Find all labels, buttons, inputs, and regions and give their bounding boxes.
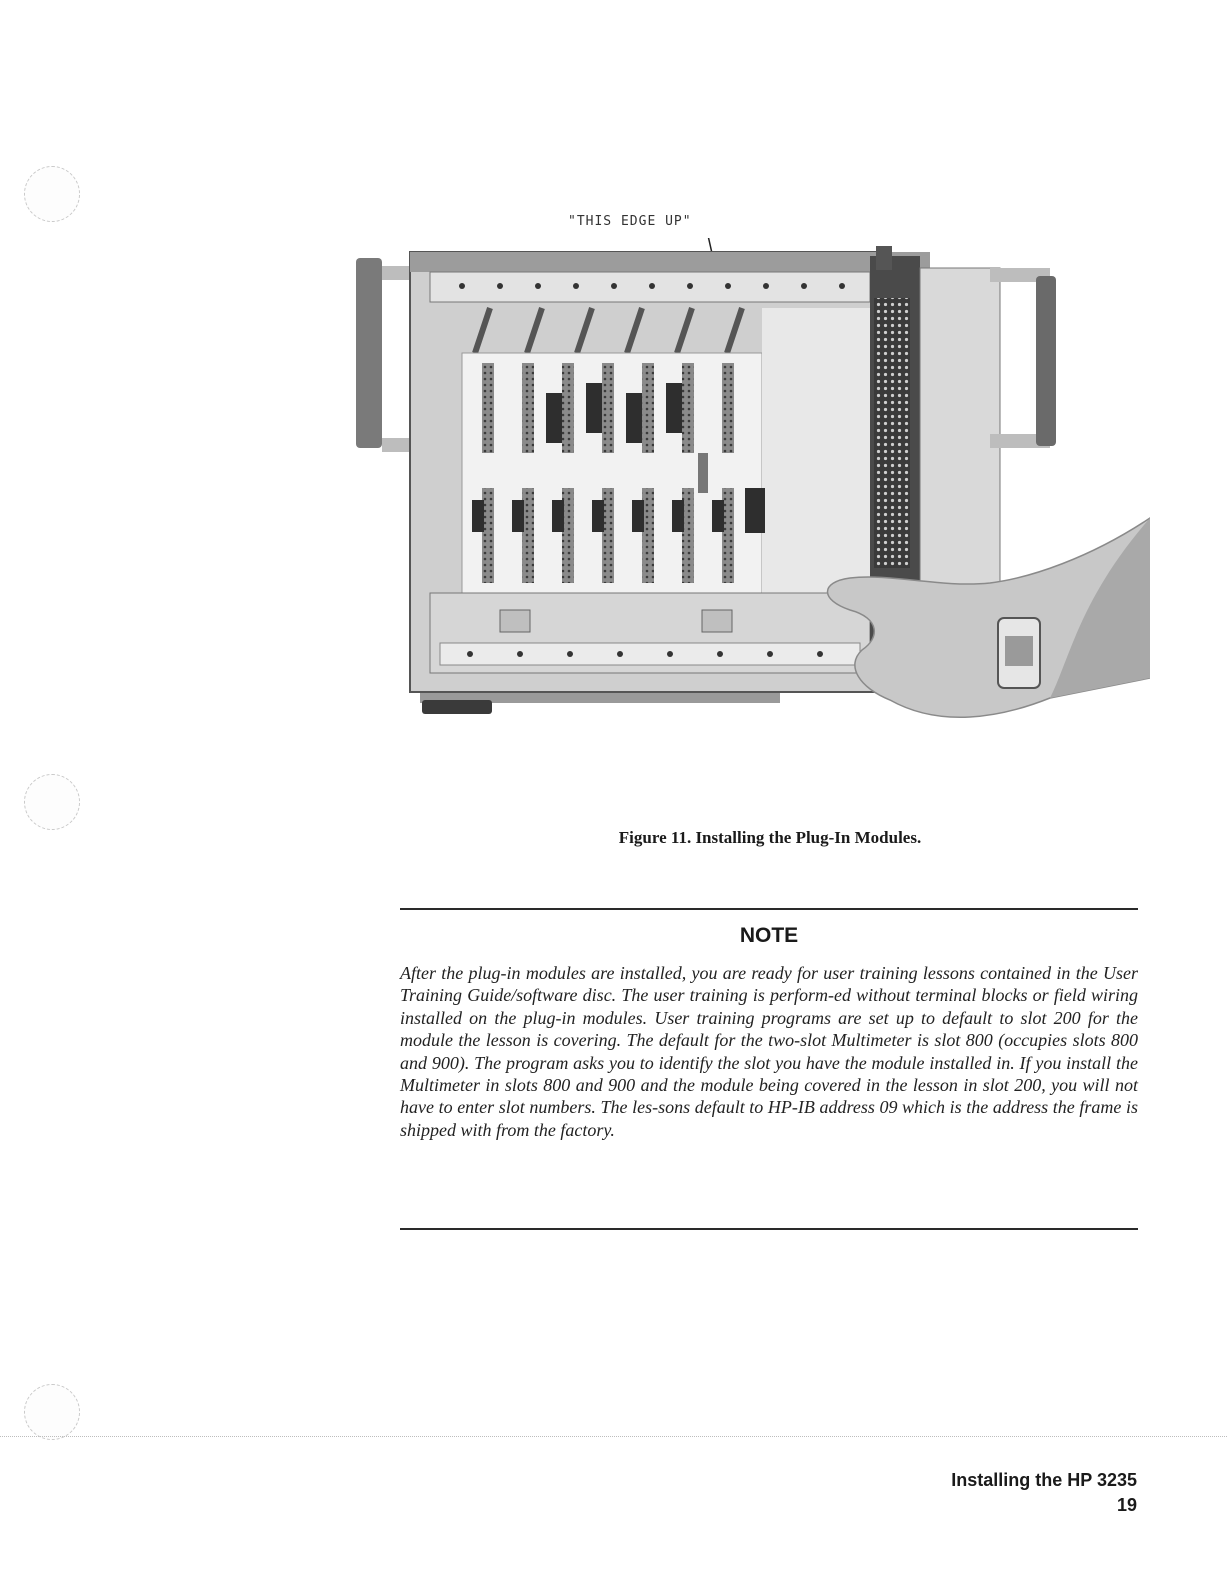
footer-section-title: Installing the HP 3235 (951, 1470, 1137, 1490)
figure-callout-label: "THIS EDGE UP" (568, 214, 692, 229)
frame-foot (422, 700, 492, 714)
figure-photo-card-cage (350, 238, 1150, 738)
figure-caption: Figure 11. Installing the Plug-In Modules. (618, 828, 922, 847)
right-handle (1036, 276, 1056, 446)
note-title: NOTE (739, 924, 799, 947)
note-bottom-rule (400, 1228, 1138, 1230)
page-bottom-rule (0, 1436, 1227, 1437)
note-body: After the plug-in modules are installed, you are ready for user training lessons contained in the User Training Guide/software disc. The user training is perform-ed without terminal blocks or field wiring installed on the plug-in modules. User training programs are set up to default to slot 200 for the module the lesson is covering. The default for the two-slot Multimeter is slot 800 (occupies slots 800 and 900). The program asks you to identify the slot you have the module installed in. If you install the Multimeter in slots 800 and 900 and the module being covered in the lesson in slot 200, you will not have to enter slot numbers. The les-sons default to HP-IB address 09 which is the address the frame is shipped with from the factory. (400, 963, 1138, 1140)
page-number: 19 (1116, 1495, 1137, 1515)
top-rail (410, 252, 930, 272)
punch-hole-bottom (24, 1384, 80, 1440)
punch-hole-top (24, 166, 80, 222)
note-top-rule (400, 908, 1138, 910)
side-connector (874, 298, 910, 568)
punch-hole-middle (24, 774, 80, 830)
left-handle (356, 258, 382, 448)
